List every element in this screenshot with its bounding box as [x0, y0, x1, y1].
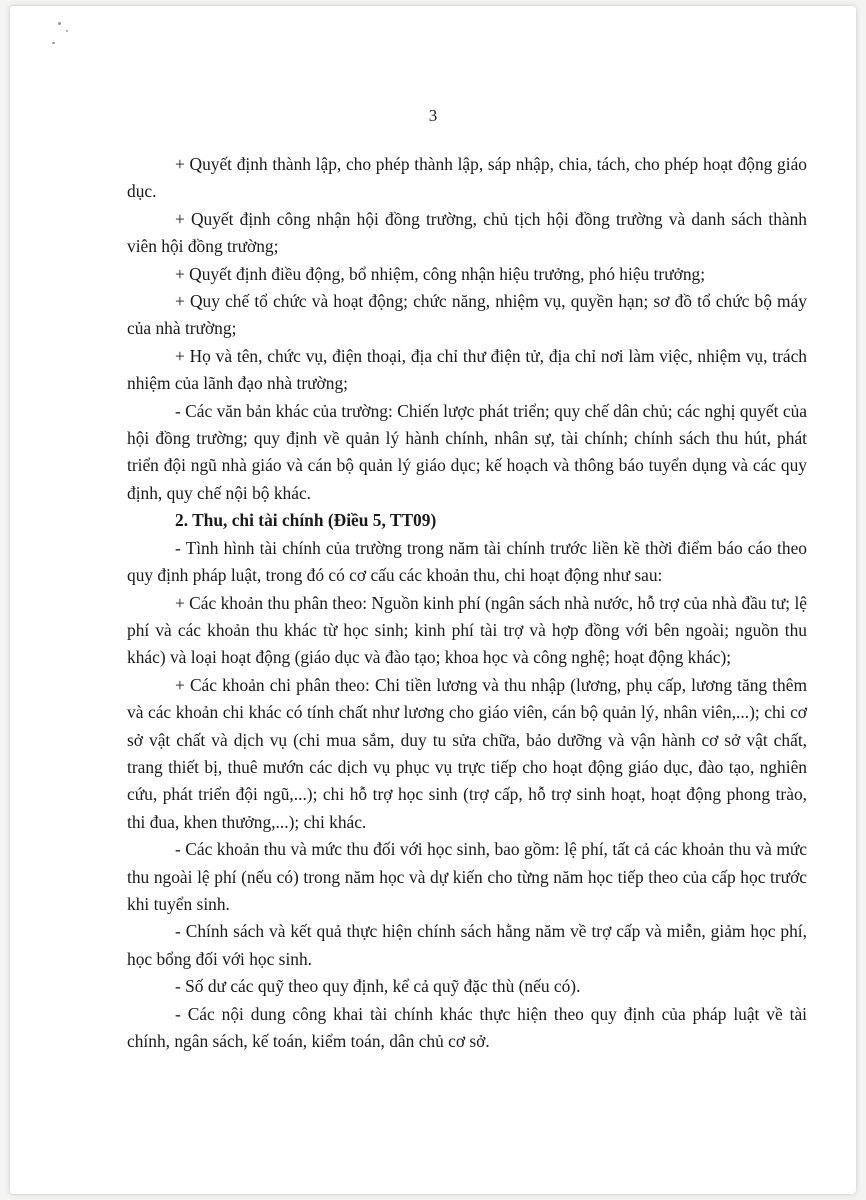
paragraph: - Chính sách và kết quả thực hiện chính sách hằng năm về trợ cấp và miễn, giảm học phí, học bổng đối với học sinh.: [127, 921, 807, 969]
paragraph: + Quyết định điều động, bổ nhiệm, công nhận hiệu trưởng, phó hiệu trưởng;: [175, 263, 706, 284]
paragraph: - Số dư các quỹ theo quy định, kể cả quỹ đặc thù (nếu có).: [175, 976, 581, 997]
paragraph: + Các khoản thu phân theo: Nguồn kinh phí (ngân sách nhà nước, hỗ trợ của nhà đầu tư; lệ phí và các khoản thu khác từ học sinh; kinh phí tài trợ và hợp đồng với bên ngoài; nguồn thu khác) và loại hoạt động (giáo dục và đào tạo; khoa học và công nghệ; hoạt động khác);: [127, 592, 807, 668]
paragraph: - Các nội dung công khai tài chính khác thực hiện theo quy định của pháp luật về tài chính, ngân sách, kế toán, kiểm toán, dân chủ cơ sở.: [127, 1003, 807, 1051]
paragraph: + Các khoản chi phân theo: Chi tiền lương và thu nhập (lương, phụ cấp, lương tăng thêm và các khoản chi khác có tính chất như lương cho giáo viên, cán bộ quản lý, nhân viên,...); chi cơ sở vật chất và dịch vụ (chi mua sắm, duy tu sửa chữa, bảo dưỡng và vận hành cơ sở vật chất, trang thiết bị, thuê mướn các dịch vụ phục vụ trực tiếp cho hoạt động giáo dục, đào tạo, nghiên cứu, phát triển đội ngũ,...); chi hỗ trợ học sinh (trợ cấp, hỗ trợ sinh hoạt, hoạt động phong trào, thi đua, khen thưởng,...); chi khác.: [127, 674, 807, 832]
document-page: [10, 6, 856, 1194]
paragraph: + Quyết định công nhận hội đồng trường, chủ tịch hội đồng trường và danh sách thành viên hội đồng trường;: [127, 208, 807, 257]
paragraph: - Các văn bản khác của trường: Chiến lược phát triển; quy chế dân chủ; các nghị quyết của hội đồng trường; quy định về quản lý hành chính, nhân sự, tài chính; chính sách thu hút, phát triển đội ngũ nhà giáo và cán bộ quản lý giáo dục; kế hoạch và thông báo tuyển dụng và các quy định, quy chế nội bộ khác.: [127, 400, 807, 503]
paragraph: - Tình hình tài chính của trường trong năm tài chính trước liền kề thời điểm báo cáo theo quy định pháp luật, trong đó có cơ cấu các khoản thu, chi hoạt động như sau:: [127, 537, 807, 586]
document-body: [127, 151, 807, 1055]
paragraph: + Họ và tên, chức vụ, điện thoại, địa chỉ thư điện tử, địa chỉ nơi làm việc, nhiệm vụ, trách nhiệm của lãnh đạo nhà trường;: [127, 345, 807, 394]
paragraph: - Các khoản thu và mức thu đối với học sinh, bao gồm: lệ phí, tất cả các khoản thu và mức thu ngoài lệ phí (nếu có) trong năm học và dự kiến cho từng năm học tiếp theo của cấp học trước khi tuyển sinh.: [127, 839, 807, 914]
scan-speck: [52, 42, 55, 44]
scan-speck: [66, 30, 68, 32]
scan-speck: [58, 22, 61, 25]
section-heading: 2. Thu, chi tài chính (Điều 5, TT09): [175, 510, 437, 531]
paragraph: + Quy chế tổ chức và hoạt động; chức năng, nhiệm vụ, quyền hạn; sơ đồ tổ chức bộ máy của nhà trường;: [127, 291, 807, 339]
paragraph: + Quyết định thành lập, cho phép thành lập, sáp nhập, chia, tách, cho phép hoạt động giáo dục.: [127, 154, 807, 202]
page-number: 3: [428, 106, 438, 125]
